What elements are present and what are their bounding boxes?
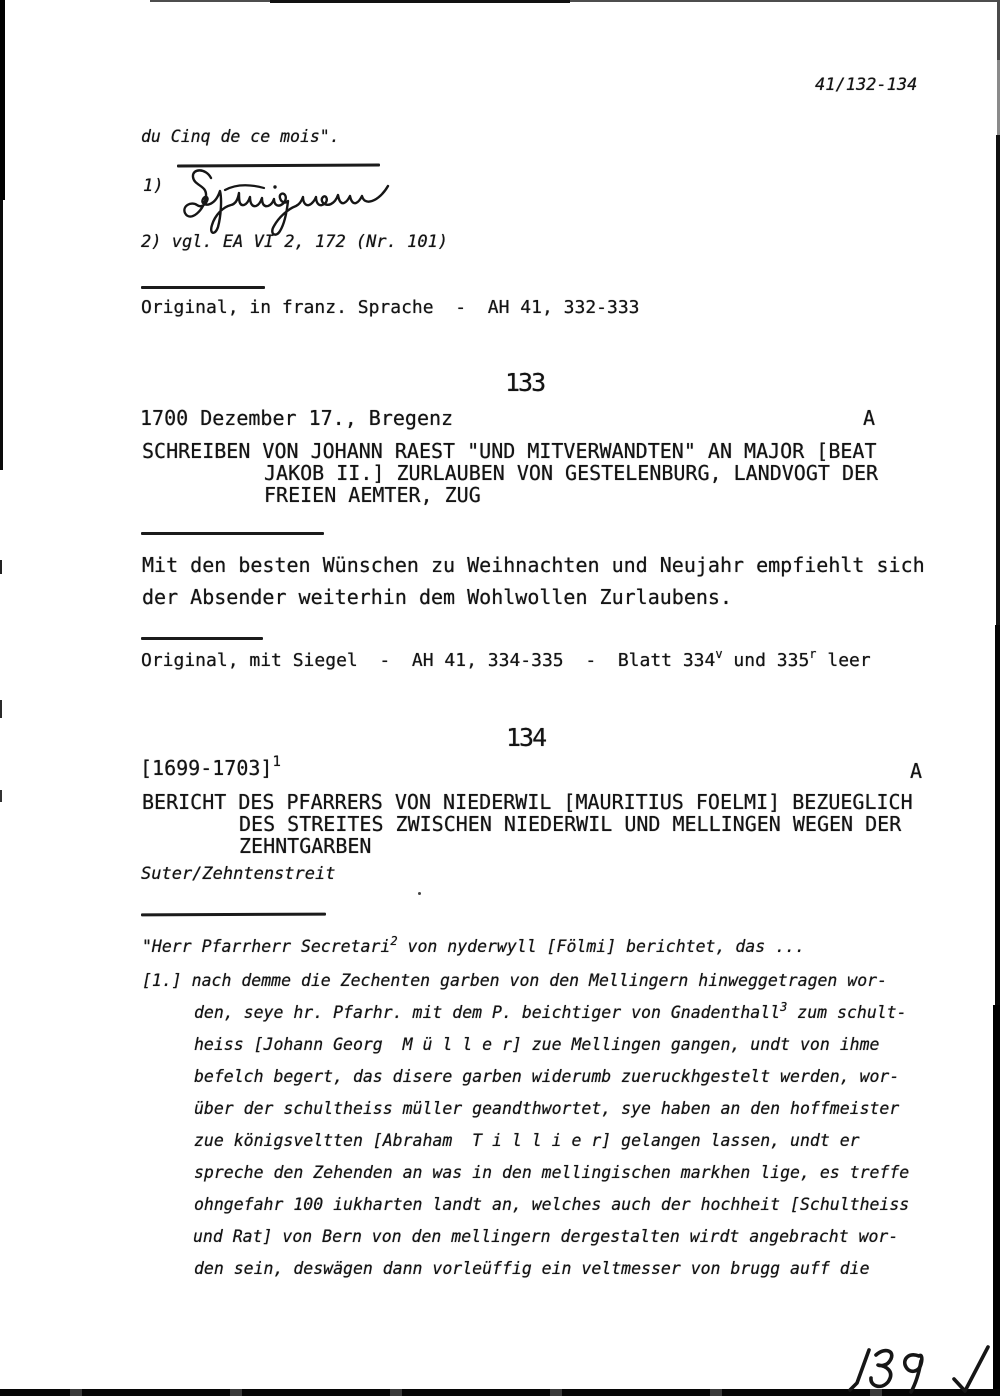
date-bracket: [1699-1703] bbox=[140, 756, 273, 780]
quote-line-6: über der schultheiss müller geandthwortet, sye haben an den hoffmeister bbox=[194, 1099, 900, 1118]
quote-line-2: [1.] nach demme die Zechenten garben von den Mellingern hinweggetragen wor- bbox=[142, 971, 888, 990]
scan-edge-left-speck-3 bbox=[0, 790, 2, 802]
handwriting-folio-number bbox=[848, 1334, 1000, 1394]
prev-entry-closing-text: du Cinq de ce mois". bbox=[141, 127, 340, 146]
entry-133-title-line-3: FREIEN AEMTER, ZUG bbox=[264, 483, 481, 507]
entry-133-title-line-1: SCHREIBEN VON JOHANN RAEST "UND MITVERWANDTEN" AN MAJOR [BEAT bbox=[142, 439, 877, 463]
entry-133-source-reference bbox=[141, 647, 871, 671]
entry-134-title-line-3: ZEHNTGARBEN bbox=[239, 834, 372, 858]
footnote-1-label: 1) bbox=[143, 176, 164, 196]
footnote-reference-2: 2 bbox=[390, 934, 398, 948]
scan-edge-left-speck-2 bbox=[0, 700, 2, 718]
quote-line-9: ohngefahr 100 iukharten landt an, welches auch der hochheit [Schultheiss bbox=[194, 1195, 910, 1214]
quote-text: "Herr Pfarrherr Secretari bbox=[142, 937, 391, 956]
entry-number-134: 134 bbox=[506, 723, 546, 752]
quote-line-11: den sein, deswägen dann vorleüffig ein veltmesser von brugg auff die bbox=[194, 1259, 870, 1278]
date-footnote-reference: 1 bbox=[272, 754, 281, 770]
scan-edge-right-lower bbox=[995, 625, 1000, 1005]
ink-speck bbox=[418, 892, 421, 895]
source-text: und 335 bbox=[722, 650, 810, 671]
entry-133-classification-mark: A bbox=[863, 406, 876, 430]
quote-line-7: zue königsveltten [Abraham T i l l i e r] gelangen lassen, undt er bbox=[194, 1131, 860, 1150]
scan-edge-left-speck-1 bbox=[0, 560, 2, 574]
quote-line-8: spreche den Zehenden an was in den mellingischen markhen lige, es treffe bbox=[194, 1163, 910, 1182]
source-text: leer bbox=[816, 650, 871, 671]
entry-134-quote-rule bbox=[141, 913, 326, 917]
entry-number-133: 133 bbox=[505, 368, 545, 397]
footnote-reference-3: 3 bbox=[780, 1000, 788, 1014]
entry-133-summary-rule bbox=[141, 532, 324, 535]
entry-134-subject-keyword: Suter/Zehntenstreit bbox=[141, 864, 336, 884]
entry-133-summary-line-2: der Absender weiterhin dem Wohlwollen Zurlaubens. bbox=[142, 585, 733, 609]
entry-134-title-line-2: DES STREITES ZWISCHEN NIEDERWIL UND MELLINGEN WEGEN DER bbox=[239, 812, 902, 836]
entry-134-title-line-1: BERICHT DES PFARRERS VON NIEDERWIL [MAURITIUS FOELMI] BEZUEGLICH bbox=[142, 790, 913, 814]
entry-133-title-line-2: JAKOB II.] ZURLAUBEN VON GESTELENBURG, LANDVOGT DER bbox=[264, 461, 879, 485]
entry-133-summary-line-1: Mit den besten Wünschen zu Weihnachten und Neujahr empfiehlt sich bbox=[142, 553, 925, 577]
handwriting-septuignem bbox=[178, 166, 390, 240]
prev-entry-source-reference: Original, in franz. Sprache - AH 41, 332-333 bbox=[141, 297, 640, 318]
quote-line-10: und Rat] von Bern von den mellingern dergestalten wirdt angebracht wor- bbox=[193, 1227, 899, 1246]
folio-recto-superscript: r bbox=[809, 647, 817, 661]
archive-reference: 41/132-134 bbox=[815, 75, 918, 95]
quote-text: von nyderwyll [Fölmi] berichtet, das ... bbox=[397, 937, 805, 956]
entry-134-date bbox=[140, 754, 281, 780]
scan-edge-left-upper bbox=[0, 0, 5, 200]
entry-134-classification-mark: A bbox=[910, 759, 923, 783]
source-text: Original, mit Siegel - AH 41, 334-335 - Blatt 334 bbox=[141, 650, 716, 671]
quote-line-1 bbox=[142, 934, 805, 956]
entry-133-date-place: 1700 Dezember 17., Bregenz bbox=[140, 406, 454, 430]
scan-edge-left-mid bbox=[0, 200, 3, 470]
footnote-2: 2) vgl. EA VI 2, 172 (Nr. 101) bbox=[141, 232, 449, 252]
entry-133-source-rule bbox=[141, 637, 263, 640]
prev-entry-source-rule bbox=[141, 286, 265, 289]
quote-text: den, seye hr. Pfarhr. mit dem P. beichtiger von Gnadenthall bbox=[194, 1003, 781, 1022]
quote-line-5: befelch begert, das disere garben widerumb zueruckhgestelt werden, wor- bbox=[194, 1067, 900, 1086]
quote-line-3 bbox=[194, 1000, 907, 1022]
quote-line-4: heiss [Johann Georg M ü l l e r] zue Mellingen gangen, undt von ihme bbox=[194, 1035, 880, 1054]
quote-text: zum schult- bbox=[787, 1003, 907, 1022]
scan-edge-top-dark-segment bbox=[270, 0, 570, 3]
scan-edge-right-mid bbox=[996, 135, 1000, 625]
folio-verso-superscript: v bbox=[715, 647, 723, 661]
